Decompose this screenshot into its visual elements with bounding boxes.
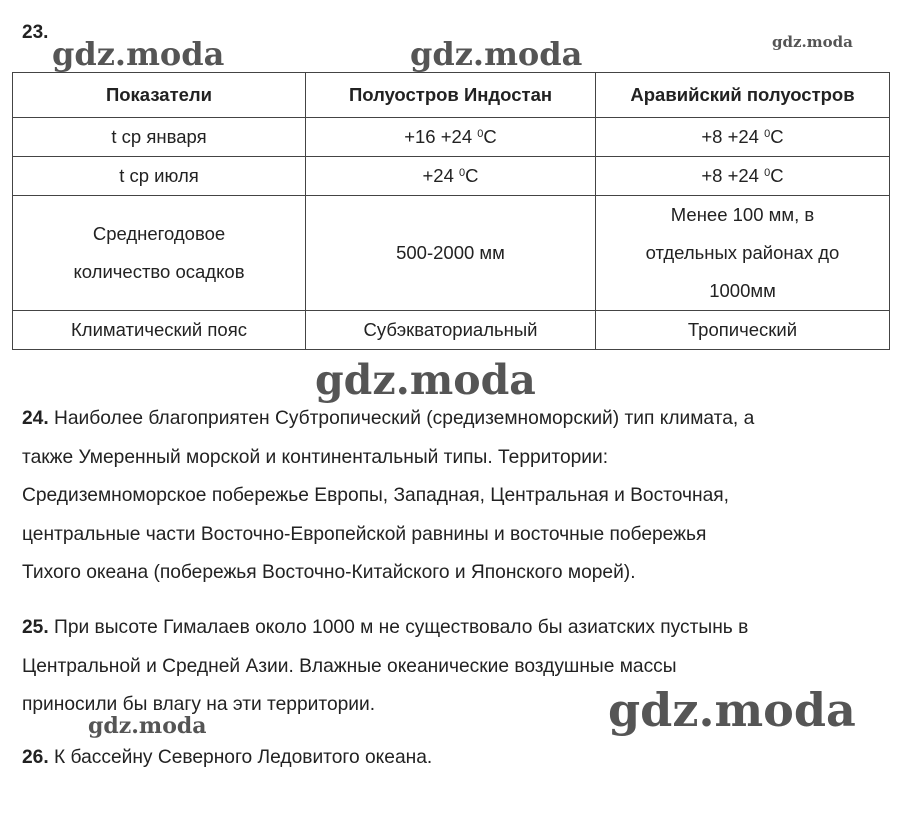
watermark: gdz.moda — [410, 35, 583, 73]
cell-hindustan: +16 +24 $^0$С — [306, 118, 596, 157]
table-row — [13, 311, 890, 350]
task-25-number: 25. — [22, 617, 49, 638]
row-label: t ср января — [13, 118, 306, 157]
row-label: Среднегодовое количество осадков — [13, 196, 306, 311]
header-indicators: Показатели — [13, 73, 306, 118]
table-row — [13, 196, 890, 311]
cell-hindustan: Субэкваториальный — [306, 311, 596, 350]
row-label: Климатический пояс — [13, 311, 306, 350]
task-26-answer: 26. К бассейну Северного Ледовитого океана. — [22, 747, 433, 768]
task-26-number: 26. — [22, 747, 49, 768]
watermark: gdz.moda — [52, 35, 225, 73]
table-header-row — [13, 73, 890, 118]
task-24-number: 24. — [22, 408, 49, 429]
cell-hindustan: 500-2000 мм — [306, 196, 596, 311]
cell-arabia: Менее 100 мм, в отдельных районах до 1000мм — [596, 196, 890, 311]
cell-hindustan: +24 $^0$С — [306, 157, 596, 196]
row-label: t ср июля — [13, 157, 306, 196]
cell-arabia: +8 +24 $^0$С — [596, 118, 890, 157]
watermark: gdz.moda — [772, 33, 853, 51]
climate-comparison-table — [12, 72, 890, 350]
header-hindustan: Полуостров Индостан — [306, 73, 596, 118]
table-row — [13, 118, 890, 157]
task-24-answer: 24. Наиболее благоприятен Субтропический (средиземноморский) тип климата, а также Умеренный морской и континентальный типы. Территории: Средиземноморское побережье Европы, Западная, Центральная и Восточная, центральные части Восточно-Европейской равнины и восточные побережья Тихого океана (побережья Восточно-Китайского и Японского морей). — [22, 408, 755, 583]
cell-arabia: Тропический — [596, 311, 890, 350]
table-row — [13, 157, 890, 196]
task-23-number: 23. — [22, 22, 49, 43]
watermark: gdz.moda — [315, 356, 536, 404]
task-25-answer: 25. При высоте Гималаев около 1000 м не существовало бы азиатских пустынь в Центральной и Средней Азии. Влажные океанические воздушные массы приносили бы влагу на эти территории. — [22, 617, 749, 715]
header-arabia: Аравийский полуостров — [596, 73, 890, 118]
watermark: gdz.moda — [88, 713, 207, 739]
watermark: gdz.moda — [608, 683, 856, 737]
cell-arabia: +8 +24 $^0$С — [596, 157, 890, 196]
